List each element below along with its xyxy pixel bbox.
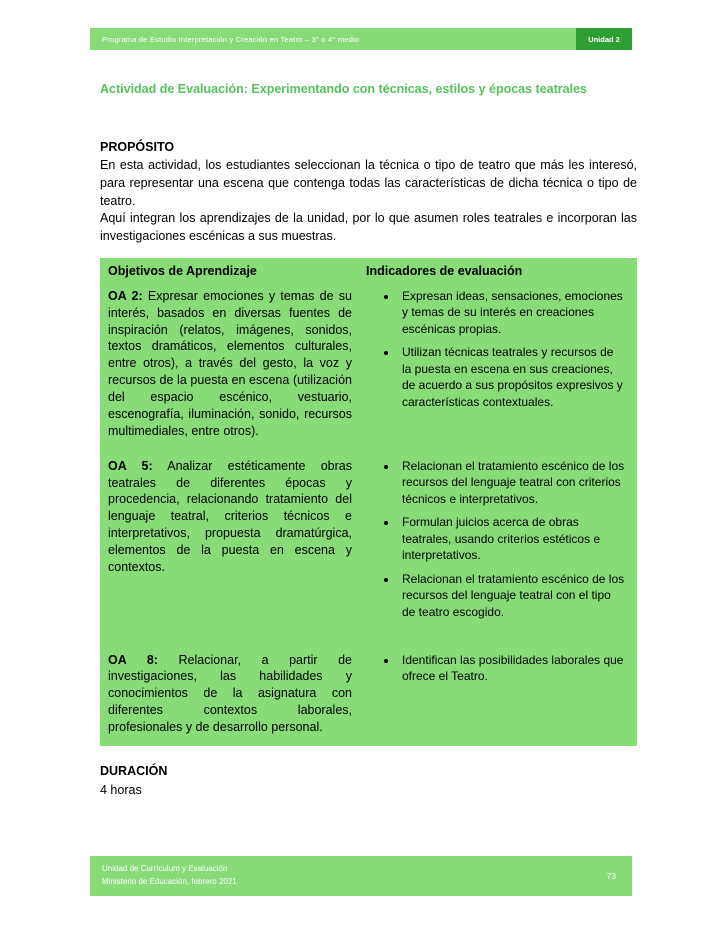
proposito-paragraph-1: En esta actividad, los estudiantes seleccionan la técnica o tipo de teatro que más les interesó, para representar una escena que contenga todas las características de dicha técnica o tipo de teatro. bbox=[100, 158, 637, 208]
page-content bbox=[100, 140, 637, 800]
oa-label: OA 8: bbox=[108, 652, 158, 667]
indicator-list bbox=[366, 652, 629, 736]
page-number: 73 bbox=[606, 871, 616, 881]
table-row bbox=[108, 652, 629, 736]
footer-line1: Unidad de Currículum y Evaluación bbox=[102, 864, 228, 874]
indicator-item: • Utilizan técnicas teatrales y recursos de la puesta en escena en sus creaciones, de acuerdo a sus propósitos expresivos y características contextuales. bbox=[398, 344, 625, 410]
footer-bar bbox=[90, 856, 632, 896]
proposito-paragraph-2: Aquí integran los aprendizajes de la unidad, por lo que asumen roles teatrales e incorporan las investigaciones escénicas a sus muestras. bbox=[100, 211, 637, 243]
indicator-item: • Relacionan el tratamiento escénico de los recursos del lenguaje teatral con criterios técnicos e interpretativos. bbox=[398, 458, 625, 508]
indicator-item: • Expresan ideas, sensaciones, emociones y temas de su interés en creaciones escénicas propias. bbox=[398, 288, 625, 338]
footer-credits bbox=[90, 863, 237, 889]
table-header-row bbox=[108, 264, 629, 282]
oa-label: OA 5: bbox=[108, 458, 153, 473]
objectives-indicators-table bbox=[100, 258, 637, 746]
footer-line2: Ministerio de Educación, febrero 2021 bbox=[102, 877, 237, 886]
indicator-list bbox=[366, 458, 629, 628]
col-header-indicadores: Indicadores de evaluación bbox=[366, 263, 523, 278]
indicator-item: • Relacionan el tratamiento escénico de los recursos del lenguaje teatral con el tipo de teatro escogido. bbox=[398, 571, 625, 621]
table-row bbox=[108, 458, 629, 628]
oa-cell bbox=[108, 652, 358, 736]
oa-text: Analizar estéticamente obras teatrales de diferentes épocas y procedencia, relacionando tratamiento del lenguaje teatral, criterios técnicos e interpretativos, propuesta dramatúrgica, elementos de la puesta en escena y contextos. bbox=[108, 458, 352, 574]
indicator-item: • Formulan juicios acerca de obras teatrales, usando criterios estéticos e interpretativos. bbox=[398, 514, 625, 564]
oa-text: Relacionar, a partir de investigaciones, las habilidades y conocimientos de la asignatura con diferentes contextos laborales, profesionales y de desarrollo personal. bbox=[108, 652, 352, 735]
oa-text: Expresar emociones y temas de su interés, basados en diversas fuentes de inspiración (relatos, imágenes, sonidos, textos dramáticos, elementos culturales, entre otros), a través del gesto, la voz y recursos de la puesta en escena (utilización del espacio escénico, vestuario, escenografía, iluminación, sonido, recursos multimediales, entre otros). bbox=[108, 288, 352, 438]
duracion-value: 4 horas bbox=[100, 782, 142, 797]
oa-cell bbox=[108, 288, 358, 440]
activity-title: Actividad de Evaluación: Experimentando con técnicas, estilos y épocas teatrales bbox=[100, 82, 587, 96]
col-header-objetivos: Objetivos de Aprendizaje bbox=[108, 263, 257, 278]
indicator-list bbox=[366, 288, 629, 440]
oa-label: OA 2: bbox=[108, 288, 143, 303]
unit-badge: Unidad 2 bbox=[576, 28, 632, 50]
program-title: Programa de Estudio Interpretación y Creación en Teatro – 3° o 4° medio bbox=[102, 34, 360, 44]
table-row bbox=[108, 288, 629, 440]
indicator-item: • Identifican las posibilidades laborales que ofrece el Teatro. bbox=[398, 652, 625, 685]
duracion-heading: DURACIÓN bbox=[100, 763, 168, 778]
oa-cell bbox=[108, 458, 358, 628]
header-bar bbox=[90, 28, 632, 50]
proposito-heading: PROPÓSITO bbox=[100, 140, 175, 154]
